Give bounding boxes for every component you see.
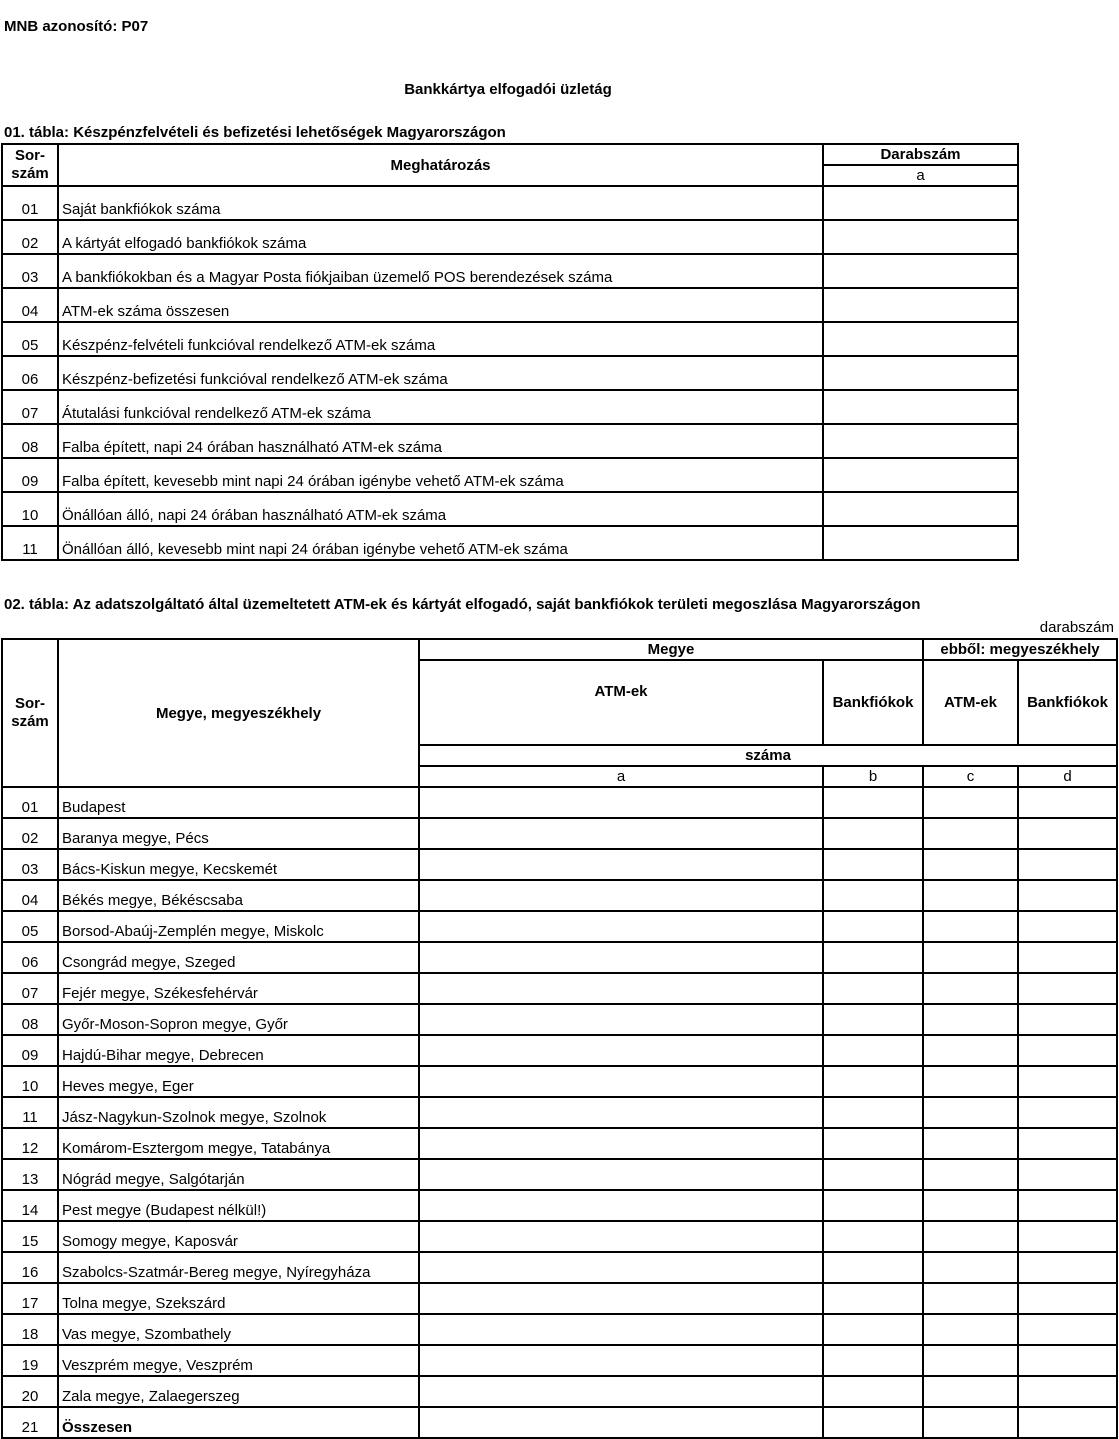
row-label: A kártyát elfogadó bankfiókok száma bbox=[58, 220, 823, 254]
row-number: 03 bbox=[2, 849, 58, 880]
value-cell-atm[interactable] bbox=[419, 1128, 823, 1159]
t1-header-sorszam-line2: szám bbox=[11, 165, 49, 182]
row-number: 21 bbox=[2, 1407, 58, 1438]
value-cell-atm[interactable] bbox=[419, 1314, 823, 1345]
row-label: Komárom-Esztergom megye, Tatabánya bbox=[58, 1128, 419, 1159]
value-cell-bankfiokok-szekhely[interactable] bbox=[1018, 880, 1117, 911]
row-number: 10 bbox=[2, 1066, 58, 1097]
value-cell-darabszam[interactable] bbox=[823, 492, 1018, 526]
value-cell-atm-szekhely[interactable] bbox=[923, 1376, 1018, 1407]
value-cell-bankfiokok-szekhely[interactable] bbox=[1018, 1004, 1117, 1035]
value-cell-bankfiokok[interactable] bbox=[823, 1345, 923, 1376]
t1-header-meghatarozas: Meghatározás bbox=[58, 144, 823, 186]
row-number: 11 bbox=[2, 1097, 58, 1128]
t1-header-sorszam-line1: Sor- bbox=[15, 147, 45, 164]
row-number: 13 bbox=[2, 1159, 58, 1190]
value-cell-atm[interactable] bbox=[419, 973, 823, 1004]
value-cell-atm-szekhely[interactable] bbox=[923, 1314, 1018, 1345]
t1-header-darabszam: Darabszám bbox=[823, 144, 1018, 165]
value-cell-bankfiokok[interactable] bbox=[823, 1066, 923, 1097]
value-cell-atm-szekhely[interactable] bbox=[923, 911, 1018, 942]
value-cell-atm-szekhely[interactable] bbox=[923, 1128, 1018, 1159]
table-row bbox=[2, 220, 1018, 254]
row-number: 10 bbox=[2, 492, 58, 526]
row-label: Nógrád megye, Salgótarján bbox=[58, 1159, 419, 1190]
table-row bbox=[2, 356, 1018, 390]
value-cell-bankfiokok[interactable] bbox=[823, 1283, 923, 1314]
value-cell-atm[interactable] bbox=[419, 1159, 823, 1190]
row-label: Pest megye (Budapest nélkül!) bbox=[58, 1190, 419, 1221]
row-number: 06 bbox=[2, 942, 58, 973]
value-cell-atm[interactable] bbox=[419, 818, 823, 849]
value-cell-atm[interactable] bbox=[419, 1035, 823, 1066]
table-row bbox=[2, 973, 1117, 1004]
value-cell-atm-szekhely[interactable] bbox=[923, 849, 1018, 880]
t2-header-atm: ATM-ek bbox=[419, 660, 823, 745]
table2 bbox=[1, 638, 1118, 1439]
table-row bbox=[2, 424, 1018, 458]
value-cell-atm-szekhely[interactable] bbox=[923, 880, 1018, 911]
value-cell-atm-szekhely[interactable] bbox=[923, 1407, 1018, 1438]
row-label: Veszprém megye, Veszprém bbox=[58, 1345, 419, 1376]
row-label: Falba épített, napi 24 órában használható ATM-ek száma bbox=[58, 424, 823, 458]
row-label: Heves megye, Eger bbox=[58, 1066, 419, 1097]
value-cell-atm[interactable] bbox=[419, 1190, 823, 1221]
row-label: Saját bankfiókok száma bbox=[58, 186, 823, 220]
row-label: Vas megye, Szombathely bbox=[58, 1314, 419, 1345]
table-row bbox=[2, 1283, 1117, 1314]
table-row bbox=[2, 1004, 1117, 1035]
t2-header-col-b: b bbox=[823, 766, 923, 787]
value-cell-bankfiokok-szekhely[interactable] bbox=[1018, 1252, 1117, 1283]
value-cell-atm-szekhely[interactable] bbox=[923, 973, 1018, 1004]
table1 bbox=[1, 143, 1019, 561]
table-row bbox=[2, 1066, 1117, 1097]
value-cell-darabszam[interactable] bbox=[823, 424, 1018, 458]
value-cell-atm[interactable] bbox=[419, 1345, 823, 1376]
value-cell-darabszam[interactable] bbox=[823, 526, 1018, 560]
table-row bbox=[2, 186, 1018, 220]
value-cell-bankfiokok[interactable] bbox=[823, 1252, 923, 1283]
value-cell-bankfiokok[interactable] bbox=[823, 1221, 923, 1252]
table-row bbox=[2, 1345, 1117, 1376]
row-label: Fejér megye, Székesfehérvár bbox=[58, 973, 419, 1004]
value-cell-bankfiokok[interactable] bbox=[823, 787, 923, 818]
row-number: 15 bbox=[2, 1221, 58, 1252]
value-cell-bankfiokok[interactable] bbox=[823, 1097, 923, 1128]
row-label: Borsod-Abaúj-Zemplén megye, Miskolc bbox=[58, 911, 419, 942]
value-cell-bankfiokok-szekhely[interactable] bbox=[1018, 1035, 1117, 1066]
table-row bbox=[2, 1190, 1117, 1221]
row-number: 11 bbox=[2, 526, 58, 560]
t2-header-megye-szekhely: Megye, megyeszékhely bbox=[58, 639, 419, 787]
table2-body bbox=[2, 787, 1117, 1438]
row-number: 01 bbox=[2, 787, 58, 818]
row-label: Bács-Kiskun megye, Kecskemét bbox=[58, 849, 419, 880]
row-label: Békés megye, Békéscsaba bbox=[58, 880, 419, 911]
t2-header-col-d: d bbox=[1018, 766, 1117, 787]
row-number: 08 bbox=[2, 1004, 58, 1035]
value-cell-bankfiokok[interactable] bbox=[823, 1190, 923, 1221]
value-cell-bankfiokok-szekhely[interactable] bbox=[1018, 787, 1117, 818]
value-cell-bankfiokok-szekhely[interactable] bbox=[1018, 849, 1117, 880]
table-row bbox=[2, 458, 1018, 492]
row-number: 06 bbox=[2, 356, 58, 390]
value-cell-atm-szekhely[interactable] bbox=[923, 1345, 1018, 1376]
table-row bbox=[2, 1314, 1117, 1345]
value-cell-bankfiokok[interactable] bbox=[823, 849, 923, 880]
page-title: Bankkártya elfogadói üzletág bbox=[404, 81, 612, 98]
value-cell-darabszam[interactable] bbox=[823, 288, 1018, 322]
value-cell-atm-szekhely[interactable] bbox=[923, 1283, 1018, 1314]
row-label: Baranya megye, Pécs bbox=[58, 818, 419, 849]
value-cell-atm[interactable] bbox=[419, 880, 823, 911]
row-number: 12 bbox=[2, 1128, 58, 1159]
value-cell-atm-szekhely[interactable] bbox=[923, 1004, 1018, 1035]
table-row bbox=[2, 1407, 1117, 1438]
table2-unit: darabszám bbox=[1039, 619, 1114, 636]
value-cell-bankfiokok-szekhely[interactable] bbox=[1018, 1097, 1117, 1128]
t2-header-col-c: c bbox=[923, 766, 1018, 787]
t2-header-atm-szekhely: ATM-ek bbox=[923, 660, 1018, 745]
table-row bbox=[2, 1159, 1117, 1190]
row-label: Összesen bbox=[58, 1407, 419, 1438]
value-cell-atm-szekhely[interactable] bbox=[923, 1035, 1018, 1066]
t2-header-sorszam-line1: Sor- bbox=[15, 695, 45, 712]
value-cell-bankfiokok[interactable] bbox=[823, 818, 923, 849]
row-label: Szabolcs-Szatmár-Bereg megye, Nyíregyháza bbox=[58, 1252, 419, 1283]
value-cell-atm-szekhely[interactable] bbox=[923, 1097, 1018, 1128]
row-number: 18 bbox=[2, 1314, 58, 1345]
mnb-identifier: MNB azonosító: P07 bbox=[4, 18, 149, 35]
row-number: 05 bbox=[2, 911, 58, 942]
row-number: 19 bbox=[2, 1345, 58, 1376]
value-cell-atm[interactable] bbox=[419, 1407, 823, 1438]
value-cell-bankfiokok-szekhely[interactable] bbox=[1018, 1376, 1117, 1407]
row-label: Falba épített, kevesebb mint napi 24 órában igénybe vehető ATM-ek száma bbox=[58, 458, 823, 492]
table-row bbox=[2, 911, 1117, 942]
table-row bbox=[2, 390, 1018, 424]
value-cell-bankfiokok[interactable] bbox=[823, 1128, 923, 1159]
t1-header-col-a: a bbox=[823, 165, 1018, 186]
t2-header-group-ebbol: ebből: megyeszékhely bbox=[923, 639, 1117, 660]
value-cell-darabszam[interactable] bbox=[823, 458, 1018, 492]
value-cell-atm[interactable] bbox=[419, 942, 823, 973]
row-label: Önállóan álló, kevesebb mint napi 24 órában igénybe vehető ATM-ek száma bbox=[58, 526, 823, 560]
value-cell-atm-szekhely[interactable] bbox=[923, 1190, 1018, 1221]
value-cell-bankfiokok-szekhely[interactable] bbox=[1018, 1066, 1117, 1097]
value-cell-atm[interactable] bbox=[419, 849, 823, 880]
value-cell-atm[interactable] bbox=[419, 1283, 823, 1314]
row-label: Zala megye, Zalaegerszeg bbox=[58, 1376, 419, 1407]
value-cell-atm[interactable] bbox=[419, 1066, 823, 1097]
value-cell-bankfiokok[interactable] bbox=[823, 880, 923, 911]
table-row bbox=[2, 1128, 1117, 1159]
value-cell-atm-szekhely[interactable] bbox=[923, 1221, 1018, 1252]
table-row bbox=[2, 322, 1018, 356]
value-cell-darabszam[interactable] bbox=[823, 390, 1018, 424]
value-cell-atm[interactable] bbox=[419, 1252, 823, 1283]
table-row bbox=[2, 1097, 1117, 1128]
value-cell-bankfiokok-szekhely[interactable] bbox=[1018, 1128, 1117, 1159]
value-cell-darabszam[interactable] bbox=[823, 186, 1018, 220]
row-number: 04 bbox=[2, 288, 58, 322]
value-cell-bankfiokok[interactable] bbox=[823, 1035, 923, 1066]
value-cell-atm-szekhely[interactable] bbox=[923, 1066, 1018, 1097]
row-label: Budapest bbox=[58, 787, 419, 818]
value-cell-bankfiokok[interactable] bbox=[823, 973, 923, 1004]
value-cell-bankfiokok-szekhely[interactable] bbox=[1018, 818, 1117, 849]
t2-header-sorszam-line2: szám bbox=[11, 713, 49, 730]
value-cell-atm[interactable] bbox=[419, 911, 823, 942]
table-row bbox=[2, 492, 1018, 526]
table-row bbox=[2, 1221, 1117, 1252]
value-cell-bankfiokok[interactable] bbox=[823, 911, 923, 942]
value-cell-atm[interactable] bbox=[419, 1221, 823, 1252]
value-cell-bankfiokok[interactable] bbox=[823, 1004, 923, 1035]
value-cell-atm[interactable] bbox=[419, 787, 823, 818]
value-cell-bankfiokok-szekhely[interactable] bbox=[1018, 973, 1117, 1004]
row-label: Önállóan álló, napi 24 órában használható ATM-ek száma bbox=[58, 492, 823, 526]
value-cell-bankfiokok[interactable] bbox=[823, 1314, 923, 1345]
t2-header-sorszam bbox=[2, 639, 58, 787]
table-row bbox=[2, 254, 1018, 288]
value-cell-atm-szekhely[interactable] bbox=[923, 787, 1018, 818]
row-number: 02 bbox=[2, 818, 58, 849]
table-row bbox=[2, 880, 1117, 911]
row-label: Átutalási funkcióval rendelkező ATM-ek száma bbox=[58, 390, 823, 424]
value-cell-darabszam[interactable] bbox=[823, 356, 1018, 390]
table-row bbox=[2, 1035, 1117, 1066]
row-number: 08 bbox=[2, 424, 58, 458]
row-number: 09 bbox=[2, 1035, 58, 1066]
value-cell-bankfiokok[interactable] bbox=[823, 1376, 923, 1407]
value-cell-atm[interactable] bbox=[419, 1376, 823, 1407]
row-label: Csongrád megye, Szeged bbox=[58, 942, 419, 973]
t2-header-szama: száma bbox=[419, 745, 1117, 766]
row-label: Hajdú-Bihar megye, Debrecen bbox=[58, 1035, 419, 1066]
value-cell-bankfiokok-szekhely[interactable] bbox=[1018, 911, 1117, 942]
value-cell-bankfiokok-szekhely[interactable] bbox=[1018, 1159, 1117, 1190]
value-cell-bankfiokok-szekhely[interactable] bbox=[1018, 1221, 1117, 1252]
row-label: Készpénz-felvételi funkcióval rendelkező ATM-ek száma bbox=[58, 322, 823, 356]
row-number: 07 bbox=[2, 973, 58, 1004]
row-number: 04 bbox=[2, 880, 58, 911]
t2-header-bankfiokok: Bankfiókok bbox=[823, 660, 923, 745]
value-cell-bankfiokok-szekhely[interactable] bbox=[1018, 1314, 1117, 1345]
row-number: 03 bbox=[2, 254, 58, 288]
value-cell-atm-szekhely[interactable] bbox=[923, 1159, 1018, 1190]
t2-header-col-a: a bbox=[419, 766, 823, 787]
row-number: 20 bbox=[2, 1376, 58, 1407]
value-cell-atm-szekhely[interactable] bbox=[923, 818, 1018, 849]
table1-caption: 01. tábla: Készpénzfelvételi és befizetési lehetőségek Magyarországon bbox=[4, 124, 506, 141]
table-row bbox=[2, 818, 1117, 849]
table-row bbox=[2, 526, 1018, 560]
row-number: 09 bbox=[2, 458, 58, 492]
row-label: Jász-Nagykun-Szolnok megye, Szolnok bbox=[58, 1097, 419, 1128]
value-cell-atm[interactable] bbox=[419, 1004, 823, 1035]
table2-caption: 02. tábla: Az adatszolgáltató által üzemeltetett ATM-ek és kártyát elfogadó, saját bankfiókok területi megoszlása Magyarországon bbox=[4, 596, 921, 613]
table1-body bbox=[2, 186, 1018, 560]
table-row bbox=[2, 1252, 1117, 1283]
row-label: Készpénz-befizetési funkcióval rendelkező ATM-ek száma bbox=[58, 356, 823, 390]
value-cell-bankfiokok-szekhely[interactable] bbox=[1018, 1283, 1117, 1314]
table-row bbox=[2, 288, 1018, 322]
row-label: Somogy megye, Kaposvár bbox=[58, 1221, 419, 1252]
value-cell-atm[interactable] bbox=[419, 1097, 823, 1128]
row-number: 05 bbox=[2, 322, 58, 356]
t1-header-sorszam bbox=[2, 144, 58, 186]
table-row bbox=[2, 849, 1117, 880]
row-number: 01 bbox=[2, 186, 58, 220]
table-row bbox=[2, 787, 1117, 818]
value-cell-bankfiokok[interactable] bbox=[823, 1159, 923, 1190]
table-row bbox=[2, 1376, 1117, 1407]
row-label: Tolna megye, Szekszárd bbox=[58, 1283, 419, 1314]
value-cell-darabszam[interactable] bbox=[823, 254, 1018, 288]
value-cell-atm-szekhely[interactable] bbox=[923, 942, 1018, 973]
value-cell-bankfiokok-szekhely[interactable] bbox=[1018, 942, 1117, 973]
value-cell-bankfiokok[interactable] bbox=[823, 942, 923, 973]
t2-header-group-megye: Megye bbox=[419, 639, 923, 660]
table-row bbox=[2, 942, 1117, 973]
value-cell-darabszam[interactable] bbox=[823, 322, 1018, 356]
value-cell-bankfiokok-szekhely[interactable] bbox=[1018, 1345, 1117, 1376]
t2-header-bankfiokok-szekhely: Bankfiókok bbox=[1018, 660, 1117, 745]
row-label: A bankfiókokban és a Magyar Posta fiókjaiban üzemelő POS berendezések száma bbox=[58, 254, 823, 288]
row-number: 02 bbox=[2, 220, 58, 254]
value-cell-bankfiokok-szekhely[interactable] bbox=[1018, 1190, 1117, 1221]
value-cell-atm-szekhely[interactable] bbox=[923, 1252, 1018, 1283]
row-label: Győr-Moson-Sopron megye, Győr bbox=[58, 1004, 419, 1035]
row-number: 14 bbox=[2, 1190, 58, 1221]
row-number: 16 bbox=[2, 1252, 58, 1283]
value-cell-darabszam[interactable] bbox=[823, 220, 1018, 254]
value-cell-bankfiokok-szekhely[interactable] bbox=[1018, 1407, 1117, 1438]
row-label: ATM-ek száma összesen bbox=[58, 288, 823, 322]
value-cell-bankfiokok[interactable] bbox=[823, 1407, 923, 1438]
row-number: 07 bbox=[2, 390, 58, 424]
row-number: 17 bbox=[2, 1283, 58, 1314]
